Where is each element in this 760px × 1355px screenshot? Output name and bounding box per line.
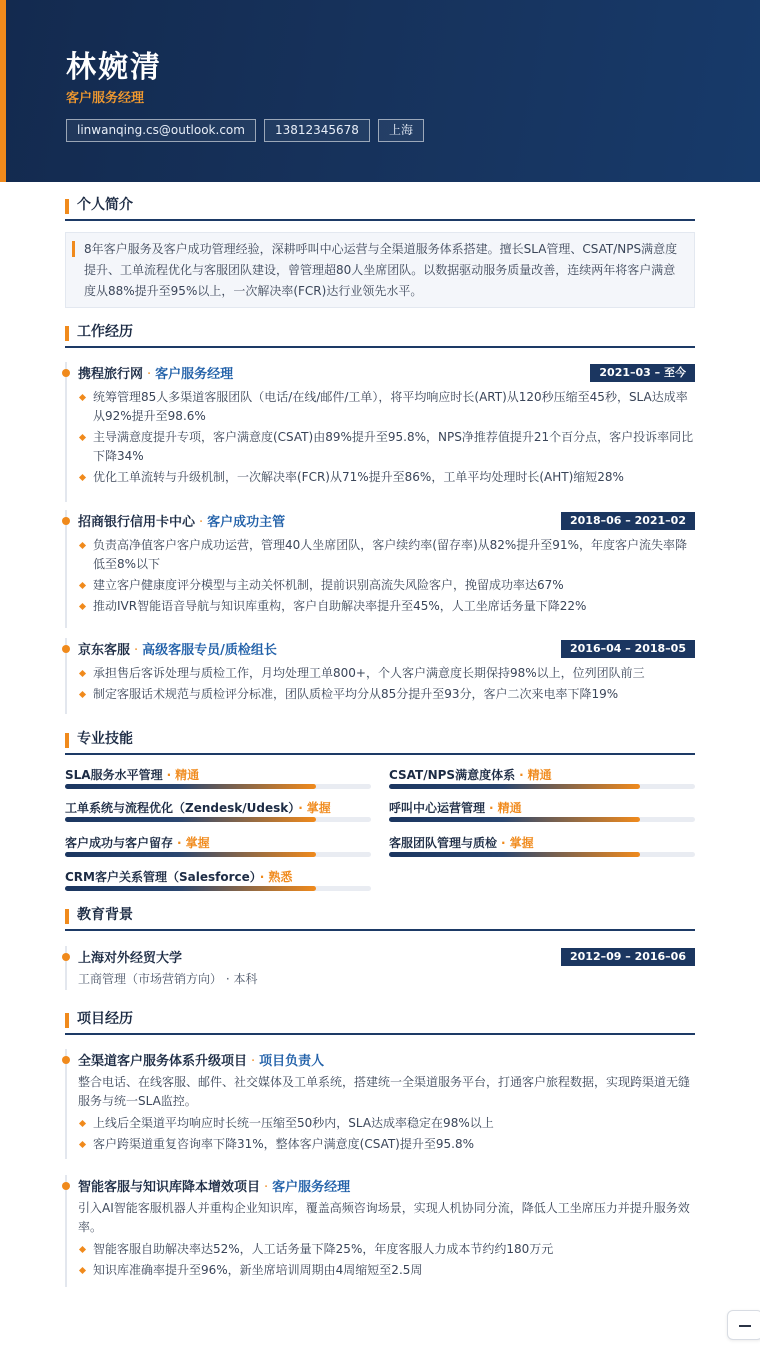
skill-bar-track — [389, 852, 695, 857]
section-title-text: 专业技能 — [77, 731, 133, 747]
separator-dot: · — [264, 1180, 269, 1195]
section-title-text: 个人简介 — [77, 197, 133, 213]
skill-item — [65, 832, 371, 862]
timeline-line — [65, 362, 67, 502]
separator-dot: · — [199, 515, 204, 530]
separator-dot: · — [147, 367, 152, 382]
skill-item — [65, 797, 371, 827]
work-bullets — [78, 664, 695, 706]
contact-location: 上海 — [378, 119, 424, 142]
skill-bar-fill — [389, 817, 640, 822]
section-title-text: 教育背景 — [77, 907, 133, 923]
skill-level: · 精通 — [485, 801, 522, 815]
work-bullets — [78, 388, 695, 489]
project-name: 全渠道客户服务体系升级项目 — [78, 1054, 248, 1069]
timeline-node — [62, 369, 70, 377]
skill-name: CSAT/NPS满意度体系 — [389, 768, 516, 782]
minus-button[interactable] — [727, 1310, 760, 1340]
project-bullets — [78, 1114, 695, 1156]
skill-bar-fill — [389, 852, 640, 857]
list-item: 负责高净值客户客户成功运营，管理40人坐席团队，客户续约率(留存率)从82%提升至91%，年度客户流失率降低至8%以下 — [78, 536, 695, 574]
project-description: 整合电话、在线客服、邮件、社交媒体及工单系统，搭建统一全渠道服务平台，打通客户旅程数据，实现跨渠道无缝服务与统一SLA监控。 — [78, 1075, 691, 1108]
list-item: 建立客户健康度评分模型与主动关怀机制，提前识别高流失风险客户，挽留成功率达67% — [78, 576, 695, 595]
work-entry-header — [78, 511, 695, 531]
work-position: 高级客服专员/质检组长 — [142, 643, 277, 658]
skill-item — [389, 764, 695, 794]
skill-bar-fill — [65, 852, 316, 857]
section-title-work — [65, 320, 695, 348]
skill-level: · 掌握 — [294, 801, 331, 815]
skill-name: CRM客户关系管理（Salesforce） — [65, 870, 256, 884]
section-accent-bar — [65, 1013, 69, 1028]
project-role: 客户服务经理 — [272, 1180, 351, 1195]
timeline-node — [62, 517, 70, 525]
list-item: 承担售后客诉处理与质检工作，月均处理工单800+，个人客户满意度长期保持98%以上，位列团队前三 — [78, 664, 695, 683]
timeline-node — [62, 1056, 70, 1064]
candidate-role: 客户服务经理 — [66, 91, 145, 106]
timeline-node — [62, 953, 70, 961]
skill-name: 呼叫中心运营管理 — [389, 801, 486, 815]
project-description: 引入AI智能客服机器人并重构企业知识库，覆盖高频咨询场景，实现人机协同分流，降低人工坐席压力并提升服务效率。 — [78, 1201, 690, 1234]
skill-bar-track — [65, 784, 371, 789]
list-item: 知识库准确率提升至96%，新坐席培训周期由4周缩短至2.5周 — [78, 1261, 695, 1280]
summary-text: 8年客户服务及客户成功管理经验，深耕呼叫中心运营与全渠道服务体系搭建。擅长SLA管理、CSAT/NPS满意度提升、工单流程优化与客服团队建设，曾管理超80人坐席团队。以数据驱动服务质量改善，连续两年将客户满意度从88%提升至95%以上，一次解决率(FCR)达行业领先水平。 — [84, 242, 678, 298]
list-item: 客户跨渠道重复咨询率下降31%，整体客户满意度(CSAT)提升至95.8% — [78, 1135, 695, 1154]
project-role: 项目负责人 — [259, 1054, 325, 1069]
skill-level: · 掌握 — [173, 836, 210, 850]
contact-list — [66, 119, 424, 142]
education-detail: 工商管理（市场营销方向） · 本科 — [78, 972, 258, 986]
section-title-projects — [65, 1007, 695, 1035]
contact-phone[interactable]: 13812345678 — [264, 119, 370, 142]
list-item: 制定客服话术规范与质检评分标准，团队质检平均分从85分提升至93分，客户二次来电率下降19% — [78, 685, 695, 704]
skill-bar-track — [65, 886, 371, 891]
minus-icon — [739, 1325, 751, 1327]
skill-bar-fill — [389, 784, 640, 789]
timeline-node — [62, 1182, 70, 1190]
skill-name: 客服团队管理与质检 — [389, 836, 498, 850]
section-accent-bar — [65, 733, 69, 748]
summary-box — [65, 232, 695, 308]
skill-bar-fill — [65, 784, 316, 789]
skill-name: 工单系统与流程优化（Zendesk/Udesk） — [65, 801, 295, 815]
project-entry-header — [78, 1050, 695, 1070]
timeline-node — [62, 645, 70, 653]
education-entry-header — [78, 947, 695, 967]
work-org: 京东客服 — [78, 643, 131, 658]
candidate-name: 林婉清 — [66, 50, 162, 85]
summary-accent — [72, 241, 75, 257]
section-accent-bar — [65, 326, 69, 341]
date-badge: 2012–09 – 2016–06 — [561, 948, 695, 966]
work-entry-header — [78, 639, 695, 659]
section-title-summary — [65, 193, 695, 221]
skill-level: · 熟悉 — [256, 870, 293, 884]
skill-bar-track — [65, 817, 371, 822]
skill-bar-fill — [65, 817, 316, 822]
skill-item — [389, 797, 695, 827]
skill-name: SLA服务水平管理 — [65, 768, 163, 782]
list-item: 统筹管理85人多渠道客服团队（电话/在线/邮件/工单），将平均响应时长(ART)从120秒压缩至45秒，SLA达成率从92%提升至98.6% — [78, 388, 695, 426]
skill-bar-track — [389, 784, 695, 789]
skill-name: 客户成功与客户留存 — [65, 836, 174, 850]
date-badge: 2021–03 – 至今 — [590, 364, 695, 382]
skill-item — [65, 866, 371, 896]
work-entry-header — [78, 363, 695, 383]
project-entry-header — [78, 1176, 695, 1196]
list-item: 优化工单流转与升级机制，一次解决率(FCR)从71%提升至86%，工单平均处理时长(AHT)缩短28% — [78, 468, 695, 487]
resume-header — [0, 0, 760, 182]
school-name: 上海对外经贸大学 — [78, 951, 183, 966]
project-name: 智能客服与知识库降本增效项目 — [78, 1180, 261, 1195]
section-accent-bar — [65, 199, 69, 214]
skill-bar-fill — [65, 886, 316, 891]
project-bullets — [78, 1240, 695, 1282]
skill-bar-track — [389, 817, 695, 822]
section-title-text: 工作经历 — [77, 324, 133, 340]
date-badge: 2016–04 – 2018–05 — [561, 640, 695, 658]
list-item: 智能客服自助解决率达52%，人工话务量下降25%，年度客服人力成本节约约180万元 — [78, 1240, 695, 1259]
skill-bar-track — [65, 852, 371, 857]
skill-level: · 精通 — [515, 768, 552, 782]
skill-item — [389, 832, 695, 862]
date-badge: 2018–06 – 2021–02 — [561, 512, 695, 530]
section-title-text: 项目经历 — [77, 1011, 133, 1027]
timeline-line — [65, 1175, 67, 1287]
work-position: 客户成功主管 — [207, 515, 286, 530]
timeline-line — [65, 510, 67, 628]
section-accent-bar — [65, 909, 69, 924]
section-title-education — [65, 903, 695, 931]
skill-item — [65, 764, 371, 794]
skill-level: · 掌握 — [497, 836, 534, 850]
work-position: 客户服务经理 — [155, 367, 234, 382]
skill-level: · 精通 — [163, 768, 200, 782]
list-item: 上线后全渠道平均响应时长统一压缩至50秒内，SLA达成率稳定在98%以上 — [78, 1114, 695, 1133]
list-item: 主导满意度提升专项，客户满意度(CSAT)由89%提升至95.8%，NPS净推荐值提升21个百分点，客户投诉率同比下降34% — [78, 428, 695, 466]
timeline-line — [65, 1049, 67, 1159]
section-title-skills — [65, 727, 695, 755]
work-org: 招商银行信用卡中心 — [78, 515, 196, 530]
separator-dot: · — [251, 1054, 256, 1069]
work-bullets — [78, 536, 695, 618]
work-org: 携程旅行网 — [78, 367, 144, 382]
list-item: 推动IVR智能语音导航与知识库重构，客户自助解决率提升至45%，人工坐席话务量下降22% — [78, 597, 695, 616]
contact-email[interactable]: linwanqing.cs@outlook.com — [66, 119, 256, 142]
separator-dot: · — [134, 643, 139, 658]
